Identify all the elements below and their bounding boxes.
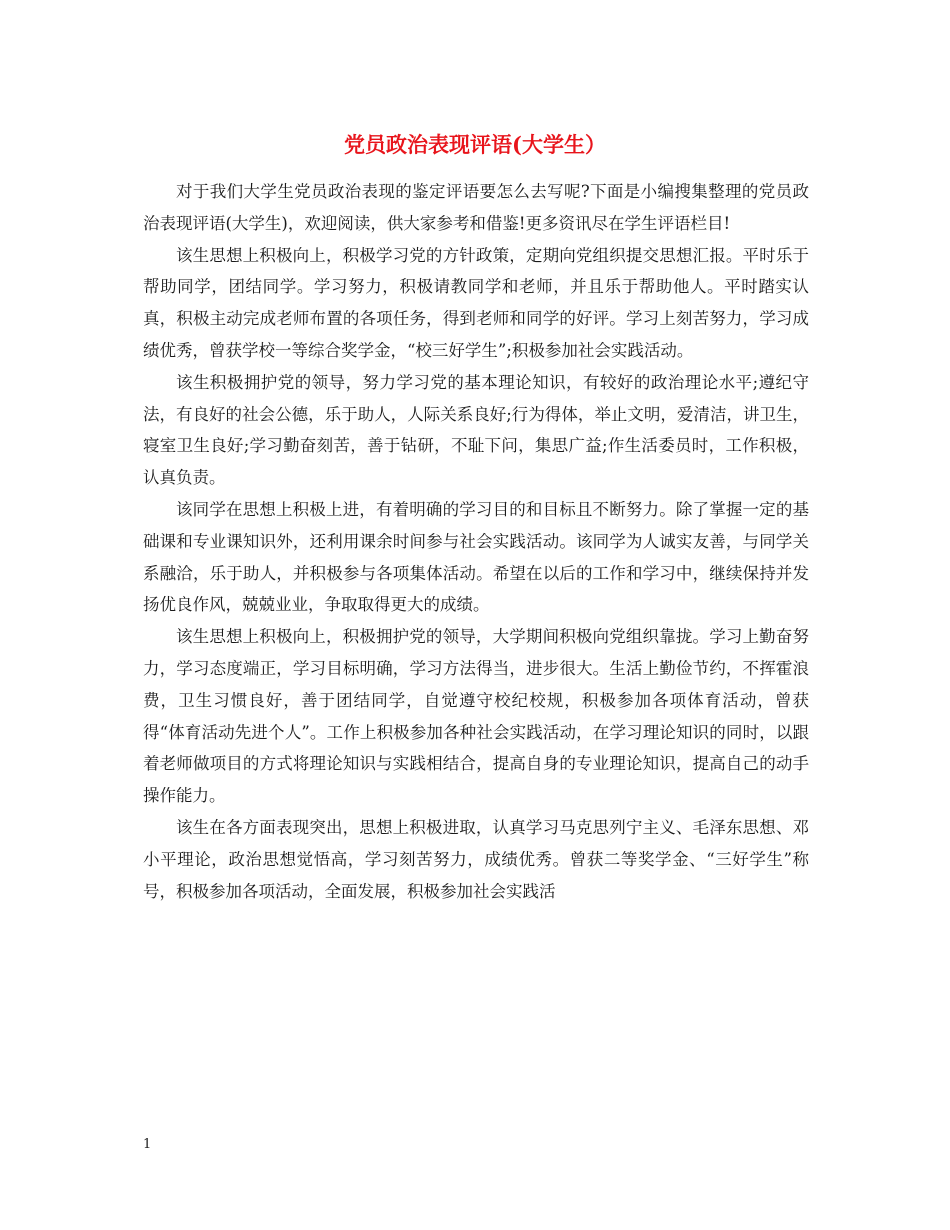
paragraph-intro: 对于我们大学生党员政治表现的鉴定评语要怎么去写呢?下面是小编搜集整理的党员政治表现评语(大学生)，欢迎阅读，供大家参考和借鉴!更多资讯尽在学生评语栏目! [143,182,809,233]
paragraph-comment-2: 该生积极拥护党的领导，努力学习党的基本理论知识，有较好的政治理论水平;遵纪守法，有良好的社会公德，乐于助人，人际关系良好;行为得体，举止文明，爱清洁，讲卫生，寝室卫生良好;学习勤奋刻苦，善于钻研，不耻下问，集思广益;作生活委员时，工作积极，认真负责。 [143,372,809,488]
document-title: 党员政治表现评语(大学生） [344,132,606,157]
page-number: 1 [143,1137,152,1152]
paragraph-comment-4: 该生思想上积极向上，积极拥护党的领导，大学期间积极向党组织靠拢。学习上勤奋努力，学习态度端正，学习目标明确，学习方法得当，进步很大。生活上勤俭节约，不挥霍浪费，卫生习惯良好，善于团结同学，自觉遵守校纪校规，积极参加各项体育活动，曾获得“体育活动先进个人”。工作上积极参加各种社会实践活动，在学习理论知识的同时，以跟着老师做项目的方式将理论知识与实践相结合，提高自身的专业理论知识，提高自己的动手操作能力。 [143,627,809,806]
paragraph-comment-5: 该生在各方面表现突出，思想上积极进取，认真学习马克思列宁主义、毛泽东思想、邓小平理论，政治思想觉悟高，学习刻苦努力，成绩优秀。曾获二等奖学金、“三好学生”称号，积极参加各项活动，全面发展，积极参加社会实践活 [143,817,809,901]
paragraph-comment-3: 该同学在思想上积极上进，有着明确的学习目的和目标且不断努力。除了掌握一定的基础课和专业课知识外，还利用课余时间参与社会实践活动。该同学为人诚实友善，与同学关系融洽，乐于助人，并积极参与各项集体活动。希望在以后的工作和学习中，继续保持并发扬优良作风，兢兢业业，争取取得更大的成绩。 [143,499,809,615]
document-body [143,176,809,907]
paragraph-comment-1: 该生思想上积极向上，积极学习党的方针政策，定期向党组织提交思想汇报。平时乐于帮助同学，团结同学。学习努力，积极请教同学和老师，并且乐于帮助他人。平时踏实认真，积极主动完成老师布置的各项任务，得到老师和同学的好评。学习上刻苦努力，学习成绩优秀，曾获学校一等综合奖学金，“校三好学生”;积极参加社会实践活动。 [143,245,809,360]
